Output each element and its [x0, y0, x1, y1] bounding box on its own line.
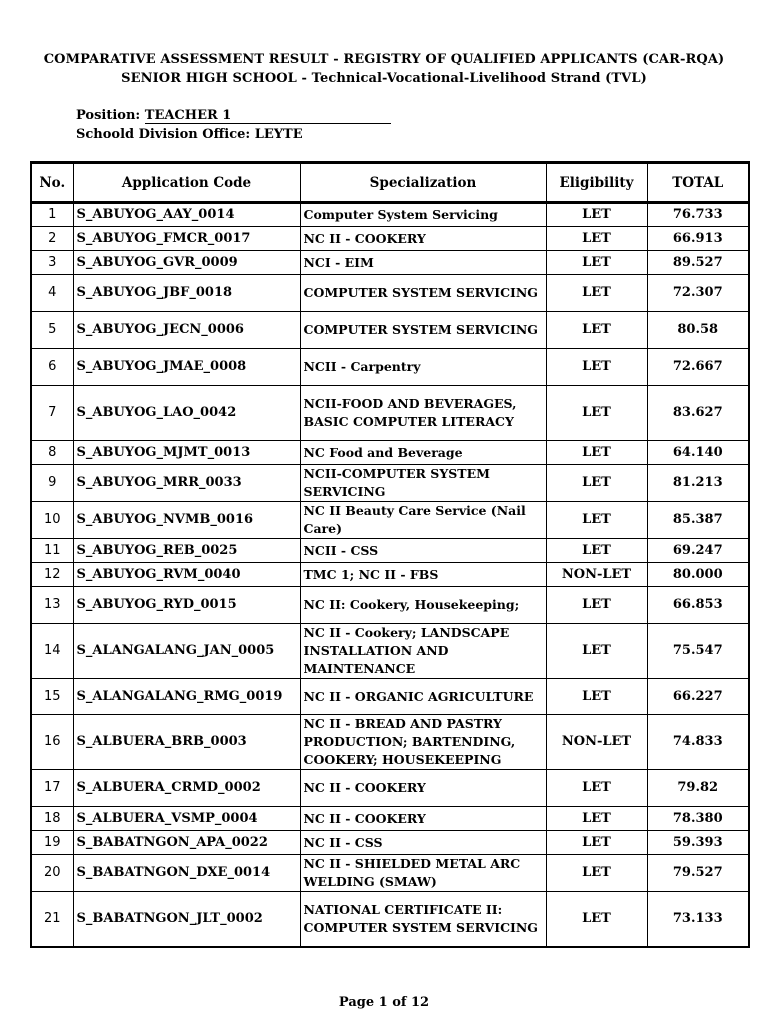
cell-specialization: NCII-COMPUTER SYSTEM SERVICING: [300, 465, 546, 502]
cell-eligibility: LET: [546, 679, 647, 715]
position-label: Position:: [76, 108, 141, 123]
cell-no: 21: [31, 892, 73, 947]
cell-eligibility: LET: [546, 227, 647, 251]
cell-total: 74.833: [647, 715, 749, 770]
cell-eligibility: LET: [546, 465, 647, 502]
cell-eligibility: NON-LET: [546, 563, 647, 587]
cell-eligibility: LET: [546, 855, 647, 892]
table-row: [31, 855, 749, 892]
cell-specialization: NC II - COOKERY: [300, 770, 546, 807]
position-field: [76, 108, 391, 124]
applicants-table: [30, 161, 750, 948]
cell-specialization: NC II - SHIELDED METAL ARC WELDING (SMAW): [300, 855, 546, 892]
cell-application-code: S_BABATNGON_APA_0022: [73, 831, 300, 855]
cell-application-code: S_ABUYOG_REB_0025: [73, 539, 300, 563]
cell-total: 59.393: [647, 831, 749, 855]
cell-specialization: NCII-FOOD AND BEVERAGES, BASIC COMPUTER LITERACY: [300, 386, 546, 441]
cell-total: 73.133: [647, 892, 749, 947]
cell-application-code: S_ALBUERA_BRB_0003: [73, 715, 300, 770]
table-row: [31, 312, 749, 349]
cell-eligibility: LET: [546, 539, 647, 563]
cell-eligibility: LET: [546, 203, 647, 227]
cell-specialization: NC II - COOKERY: [300, 227, 546, 251]
cell-total: 79.527: [647, 855, 749, 892]
cell-application-code: S_ABUYOG_GVR_0009: [73, 251, 300, 275]
cell-application-code: S_ALBUERA_VSMP_0004: [73, 807, 300, 831]
cell-eligibility: LET: [546, 251, 647, 275]
cell-total: 80.58: [647, 312, 749, 349]
cell-specialization: COMPUTER SYSTEM SERVICING: [300, 275, 546, 312]
cell-eligibility: NON-LET: [546, 715, 647, 770]
table-row: [31, 275, 749, 312]
cell-total: 76.733: [647, 203, 749, 227]
column-header-eligibility: Eligibility: [546, 163, 647, 203]
cell-no: 9: [31, 465, 73, 502]
table-row: [31, 624, 749, 679]
division-value: LEYTE: [254, 127, 303, 142]
table-header-row: [31, 163, 749, 203]
cell-total: 79.82: [647, 770, 749, 807]
division-field: [76, 127, 303, 142]
cell-no: 12: [31, 563, 73, 587]
cell-application-code: S_ABUYOG_JBF_0018: [73, 275, 300, 312]
cell-total: 64.140: [647, 441, 749, 465]
cell-total: 66.913: [647, 227, 749, 251]
cell-total: 72.307: [647, 275, 749, 312]
cell-specialization: NATIONAL CERTIFICATE II: COMPUTER SYSTEM SERVICING: [300, 892, 546, 947]
cell-eligibility: LET: [546, 770, 647, 807]
cell-eligibility: LET: [546, 386, 647, 441]
cell-specialization: NC II - BREAD AND PASTRY PRODUCTION; BARTENDING, COOKERY; HOUSEKEEPING: [300, 715, 546, 770]
cell-no: 17: [31, 770, 73, 807]
cell-specialization: NC II - ORGANIC AGRICULTURE: [300, 679, 546, 715]
cell-total: 83.627: [647, 386, 749, 441]
cell-application-code: S_ALBUERA_CRMD_0002: [73, 770, 300, 807]
cell-eligibility: LET: [546, 892, 647, 947]
cell-eligibility: LET: [546, 312, 647, 349]
cell-eligibility: LET: [546, 624, 647, 679]
cell-no: 3: [31, 251, 73, 275]
cell-total: 66.853: [647, 587, 749, 624]
cell-specialization: NCI - EIM: [300, 251, 546, 275]
cell-no: 4: [31, 275, 73, 312]
cell-application-code: S_ALANGALANG_RMG_0019: [73, 679, 300, 715]
cell-specialization: NCII - CSS: [300, 539, 546, 563]
cell-no: 18: [31, 807, 73, 831]
table-row: [31, 679, 749, 715]
column-header-specialization: Specialization: [300, 163, 546, 203]
table-row: [31, 587, 749, 624]
cell-eligibility: LET: [546, 275, 647, 312]
cell-application-code: S_ABUYOG_RYD_0015: [73, 587, 300, 624]
page-number: Page 1 of 12: [338, 995, 430, 1010]
table-row: [31, 770, 749, 807]
table-row: [31, 502, 749, 539]
cell-specialization: COMPUTER SYSTEM SERVICING: [300, 312, 546, 349]
cell-no: 13: [31, 587, 73, 624]
cell-application-code: S_ABUYOG_AAY_0014: [73, 203, 300, 227]
cell-application-code: S_ABUYOG_JMAE_0008: [73, 349, 300, 386]
cell-application-code: S_ABUYOG_JECN_0006: [73, 312, 300, 349]
cell-no: 10: [31, 502, 73, 539]
column-header-total: TOTAL: [647, 163, 749, 203]
position-value: TEACHER 1: [145, 109, 391, 124]
cell-specialization: NC II - COOKERY: [300, 807, 546, 831]
table-row: [31, 715, 749, 770]
cell-eligibility: LET: [546, 502, 647, 539]
cell-no: 19: [31, 831, 73, 855]
cell-eligibility: LET: [546, 441, 647, 465]
cell-no: 8: [31, 441, 73, 465]
cell-total: 75.547: [647, 624, 749, 679]
table-row: [31, 465, 749, 502]
cell-specialization: Computer System Servicing: [300, 203, 546, 227]
cell-eligibility: LET: [546, 831, 647, 855]
cell-specialization: NC II: Cookery, Housekeeping;: [300, 587, 546, 624]
division-label: Schoold Division Office:: [76, 127, 251, 142]
cell-application-code: S_ABUYOG_MJMT_0013: [73, 441, 300, 465]
cell-no: 14: [31, 624, 73, 679]
cell-specialization: NC Food and Beverage: [300, 441, 546, 465]
cell-no: 15: [31, 679, 73, 715]
cell-no: 5: [31, 312, 73, 349]
cell-total: 72.667: [647, 349, 749, 386]
table-row: [31, 892, 749, 947]
cell-application-code: S_ABUYOG_FMCR_0017: [73, 227, 300, 251]
cell-eligibility: LET: [546, 349, 647, 386]
cell-no: 11: [31, 539, 73, 563]
column-header-application-code: Application Code: [73, 163, 300, 203]
cell-application-code: S_ALANGALANG_JAN_0005: [73, 624, 300, 679]
cell-total: 85.387: [647, 502, 749, 539]
document-title-line2: SENIOR HIGH SCHOOL - Technical-Vocational-Livelihood Strand (TVL): [121, 71, 647, 86]
table-row: [31, 227, 749, 251]
table-row: [31, 441, 749, 465]
cell-application-code: S_ABUYOG_RVM_0040: [73, 563, 300, 587]
table-row: [31, 349, 749, 386]
cell-no: 6: [31, 349, 73, 386]
cell-application-code: S_ABUYOG_LAO_0042: [73, 386, 300, 441]
table-row: [31, 831, 749, 855]
cell-total: 69.247: [647, 539, 749, 563]
table-row: [31, 807, 749, 831]
cell-application-code: S_ABUYOG_MRR_0033: [73, 465, 300, 502]
table-row: [31, 563, 749, 587]
table-row: [31, 386, 749, 441]
cell-total: 78.380: [647, 807, 749, 831]
cell-total: 66.227: [647, 679, 749, 715]
cell-specialization: NC II - Cookery; LANDSCAPE INSTALLATION AND MAINTENANCE: [300, 624, 546, 679]
cell-total: 81.213: [647, 465, 749, 502]
cell-eligibility: LET: [546, 587, 647, 624]
cell-specialization: NC II - CSS: [300, 831, 546, 855]
cell-application-code: S_ABUYOG_NVMB_0016: [73, 502, 300, 539]
cell-no: 1: [31, 203, 73, 227]
table-row: [31, 251, 749, 275]
table-row: [31, 539, 749, 563]
cell-application-code: S_BABATNGON_JLT_0002: [73, 892, 300, 947]
cell-no: 16: [31, 715, 73, 770]
cell-application-code: S_BABATNGON_DXE_0014: [73, 855, 300, 892]
cell-specialization: TMC 1; NC II - FBS: [300, 563, 546, 587]
cell-total: 89.527: [647, 251, 749, 275]
cell-specialization: NC II Beauty Care Service (Nail Care): [300, 502, 546, 539]
cell-specialization: NCII - Carpentry: [300, 349, 546, 386]
cell-no: 7: [31, 386, 73, 441]
cell-no: 2: [31, 227, 73, 251]
cell-total: 80.000: [647, 563, 749, 587]
table-row: [31, 203, 749, 227]
column-header-no: No.: [31, 163, 73, 203]
document-title-line1: COMPARATIVE ASSESSMENT RESULT - REGISTRY OF QUALIFIED APPLICANTS (CAR-RQA): [43, 52, 725, 67]
cell-eligibility: LET: [546, 807, 647, 831]
cell-no: 20: [31, 855, 73, 892]
